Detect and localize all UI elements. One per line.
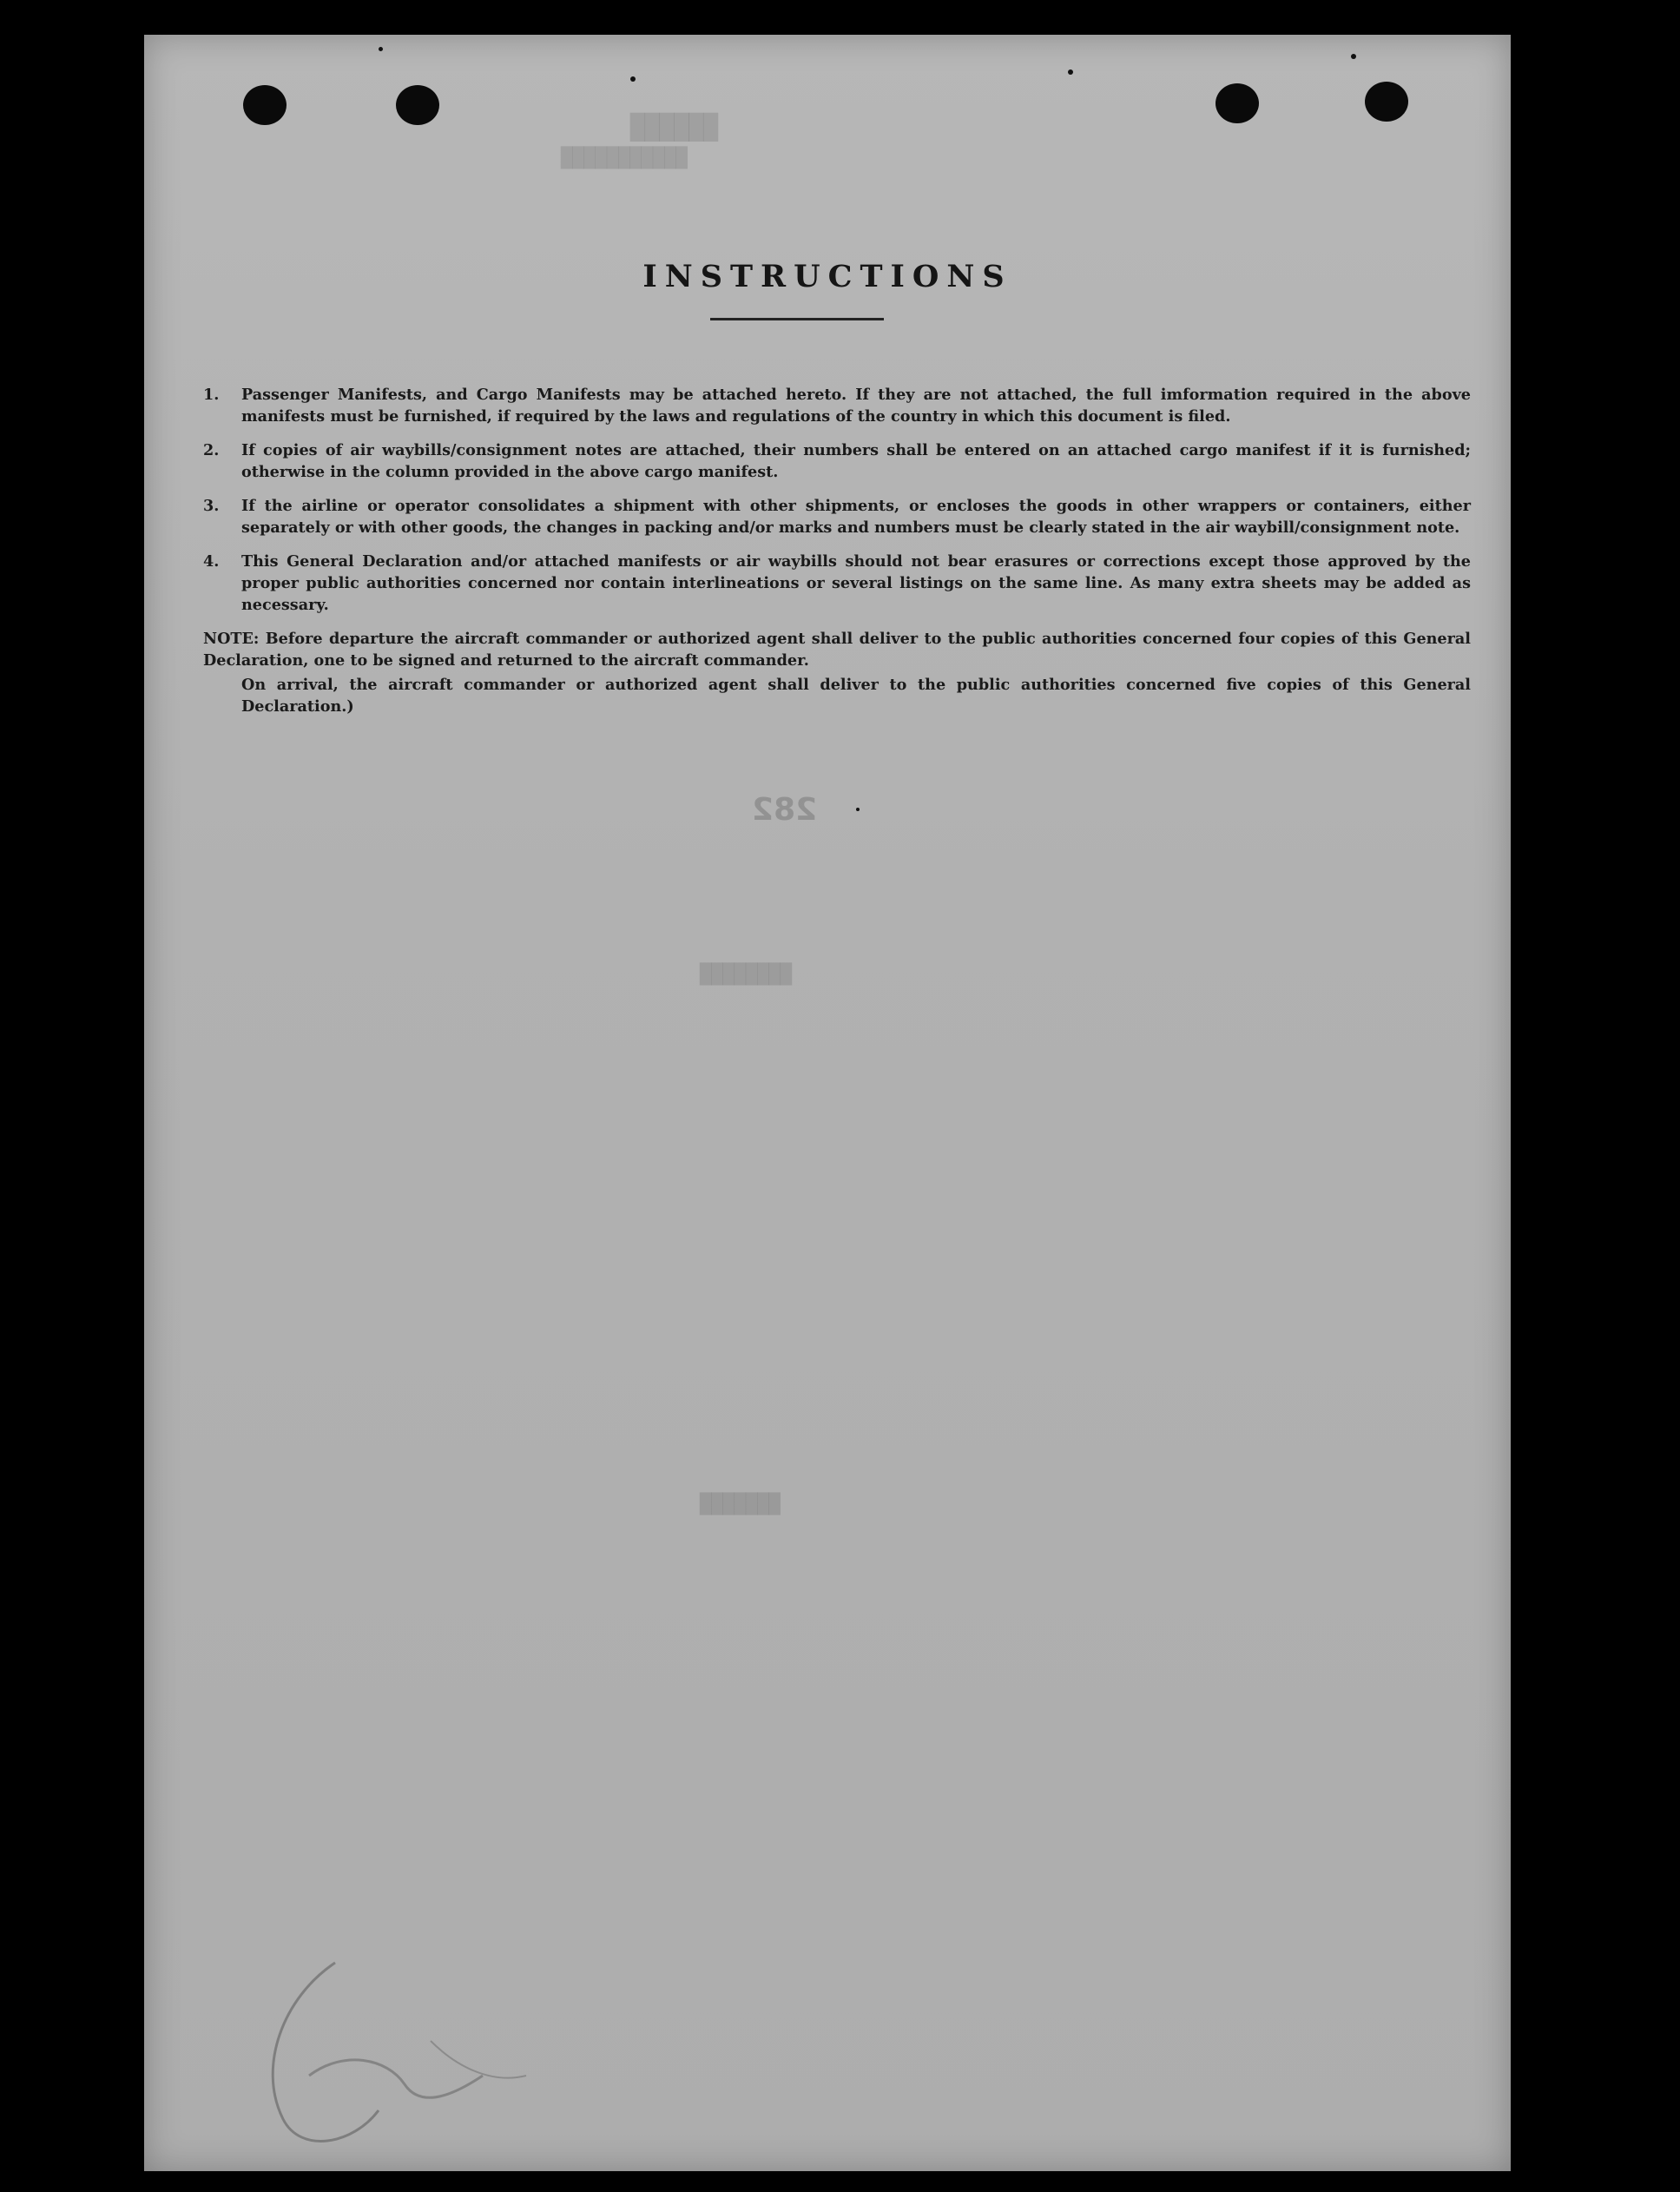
instruction-text: If copies of air waybills/consignment notes are attached, their numbers shall be entered on an attached cargo manifest if it is furnished; otherwise in the column provided in the above cargo manifest. [241, 441, 1471, 481]
instruction-number: 3. [203, 497, 220, 515]
page-title: INSTRUCTIONS [642, 259, 1012, 294]
speck [379, 47, 383, 51]
title-underline [710, 318, 884, 320]
instruction-item [203, 495, 1471, 538]
instruction-item [203, 551, 1471, 616]
instruction-number: 2. [203, 441, 220, 459]
speck [856, 808, 860, 811]
instruction-item [203, 439, 1471, 483]
bleed-through-text: ███████ [700, 1494, 781, 1515]
speck [1351, 54, 1356, 59]
instruction-text: Passenger Manifests, and Cargo Manifests may be attached hereto. If they are not attached, the full imformation required in the above manifests must be furnished, if required by the laws and regulations of the country in which this document is filed. [241, 386, 1471, 426]
punch-hole-left-1 [243, 85, 287, 125]
page-number-stamp: 282 [752, 792, 818, 828]
note-arrival-paragraph: On arrival, the aircraft commander or authorized agent shall deliver to the public authorities concerned five copies of this General Declaration.) [241, 676, 1471, 716]
instruction-text: If the airline or operator consolidates a shipment with other shipments, or encloses the goods in other wrappers or containers, either separately or with other goods, the changes in packing and/or marks and numbers must be clearly stated in the air waybill/consignment note. [241, 497, 1471, 537]
speck [630, 76, 636, 82]
note-text: Before departure the aircraft commander or authorized agent shall deliver to the public authorities concerned four copies of this General Declaration, one to be signed and returned to the aircraft commander. [203, 630, 1471, 670]
note-label: NOTE: [203, 630, 260, 648]
instruction-number: 1. [203, 386, 220, 404]
signature-image [231, 1945, 561, 2171]
instruction-text: This General Declaration and/or attached manifests or air waybills should not bear erasures or corrections except those approved by the proper public authorities concerned nor contain interlineations or several listings on the same line. As many extra sheets may be added as necessary. [241, 552, 1471, 614]
punch-hole-right-1 [1216, 83, 1259, 123]
bleed-through-text: ███████████ [561, 148, 688, 169]
bleed-through-text: ████████ [700, 964, 792, 986]
document-page [144, 35, 1511, 2171]
bleed-through-text: ██████ [630, 113, 719, 142]
punch-hole-right-2 [1365, 82, 1408, 122]
instruction-item [203, 384, 1471, 427]
instruction-number: 4. [203, 552, 220, 571]
speck [1068, 69, 1073, 75]
note-paragraph [203, 628, 1471, 671]
punch-hole-left-2 [396, 85, 439, 125]
note-section [203, 628, 1471, 717]
instructions-list [203, 384, 1471, 717]
